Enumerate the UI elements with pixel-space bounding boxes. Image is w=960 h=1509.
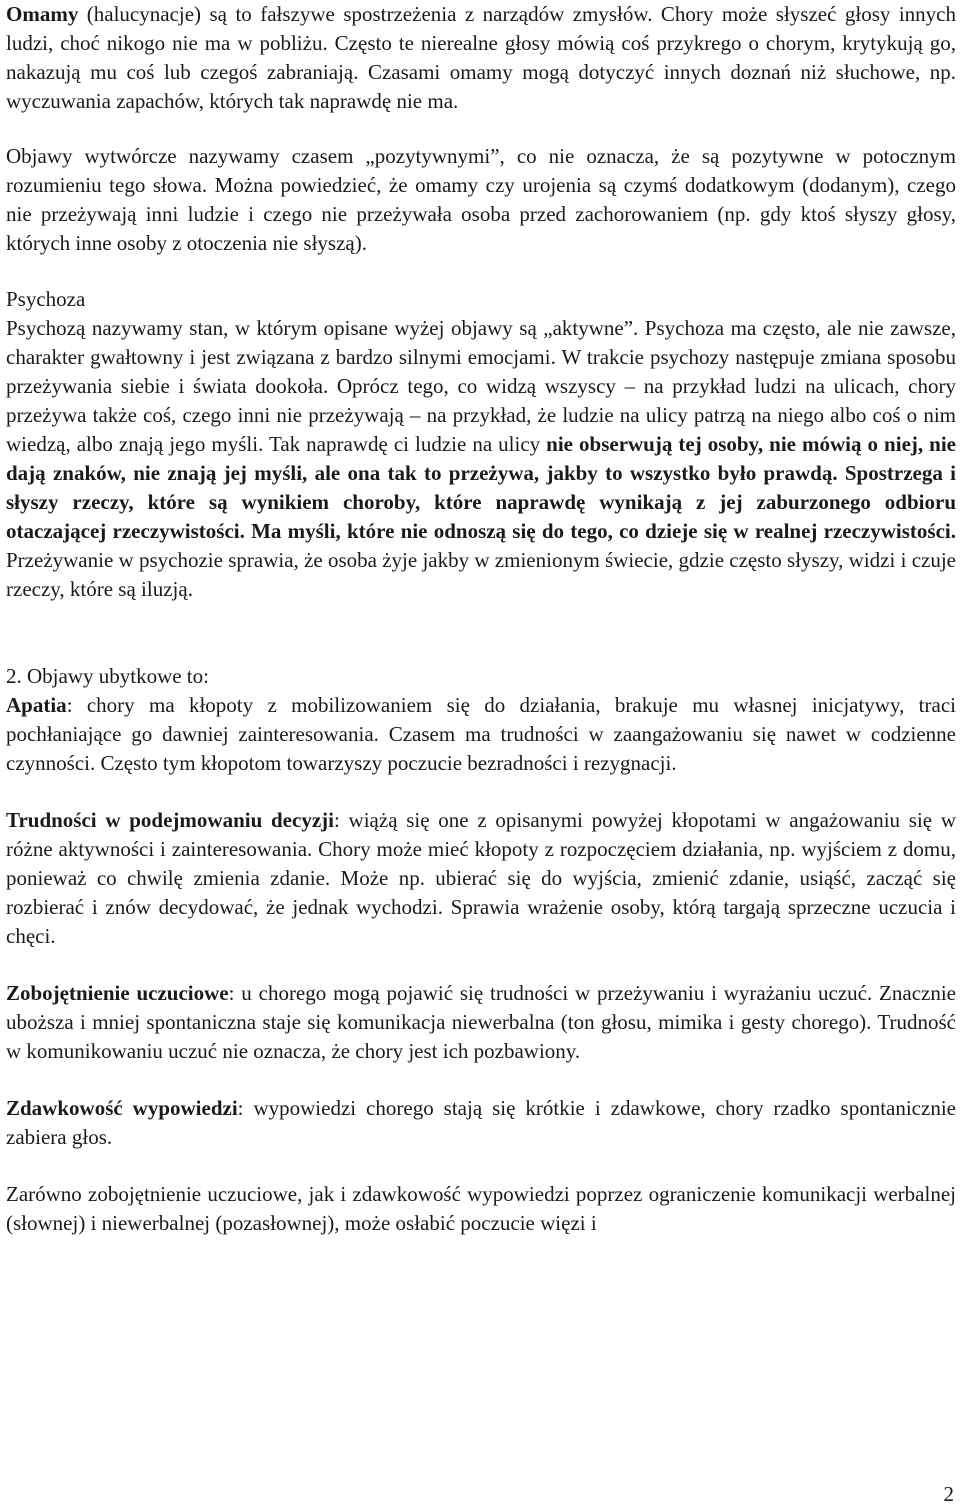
bold-text-run: Zdawkowość wypowiedzi [6, 1096, 238, 1120]
text-run: Zarówno zobojętnienie uczuciowe, jak i zdawkowość wypowiedzi poprzez ograniczenie komunikacji werbalnej (słownej) i niewerbalnej (pozasłownej), może osłabić poczucie więzi i [6, 1182, 956, 1235]
text-run: : wypowiedzi chorego stają się krótkie i zdawkowe, chory rzadko spontanicznie zabiera głos. [6, 1096, 956, 1149]
paragraph-psychoza [6, 314, 956, 604]
text-run: : chory ma kłopoty z mobilizowaniem się do działania, brakuje mu własnej inicjatywy, traci pochłaniające go dawniej zainteresowania. Czasem ma trudności w zaangażowaniu się nawet w codzienne czynności. Często tym kłopotom towarzyszy poczucie bezradności i rezygnacji. [6, 693, 956, 775]
section-heading-psychoza: Psychoza [6, 287, 86, 311]
text-run: Psychozą nazywamy stan, w którym opisane wyżej objawy są „aktywne”. Psychoza ma często, ale nie zawsze, charakter gwałtowny i jest związana z bardzo silnymi emocjami. W trakcie psychozy następuje zmiana sposobu przeżywania siebie i świata dookoła. Oprócz tego, co widzą wszyscy – na przykład ludzi na ulicach, chory przeżywa także coś, czego inni nie przeżywają – na przykład, że ludzie na ulicy patrzą na niego albo coś o nim wiedzą, albo znają jego myśli. Tak naprawdę ci ludzie na ulicy [6, 316, 956, 456]
text-run: (halucynacje) są to fałszywe spostrzeżenia z narządów zmysłów. Chory może słyszeć głosy innych ludzi, choć nikogo nie ma w pobliżu. Często te nierealne głosy mówią coś przykrego o chorym, krytykują go, nakazują mu coś lub czegoś zabraniają. Czasami omamy mogą dotyczyć innych doznań niż słuchowe, np. wyczuwania zapachów, których tak naprawdę nie ma. [6, 2, 956, 113]
paragraph-apatia [6, 691, 956, 778]
text-run: : u chorego mogą pojawić się trudności w przeżywaniu i wyrażaniu uczuć. Znacznie uboższa i mniej spontaniczna staje się komunikacja niewerbalna (ton głosu, mimika i gesty chorego). Trudność w komunikowaniu uczuć nie oznacza, że chory jest ich pozbawiony. [6, 981, 956, 1063]
bold-text-run: Apatia [6, 693, 67, 717]
paragraph-zdawkowosc [6, 1094, 956, 1152]
paragraph-omamy [6, 0, 956, 116]
bold-text-run: Zobojętnienie uczuciowe [6, 981, 229, 1005]
bold-text-run: nie obserwują tej osoby, nie mówią o niej, nie dają znaków, nie znają jej myśli, ale ona tak to przeżywa, jakby to wszystko było prawdą. Spostrzega i słyszy rzeczy, które są wynikiem choroby, które naprawdę wynikają z jej zaburzonego odbioru otaczającej rzeczywistości. Ma myśli, które nie odnoszą się do tego, co dzieje się w realnej rzeczywistości. [6, 432, 956, 543]
page-number: 2 [943, 1482, 954, 1506]
text-run: Objawy wytwórcze nazywamy czasem „pozytywnymi”, co nie oznacza, że są pozytywne w potocznym rozumieniu tego słowa. Można powiedzieć, że omamy czy urojenia są czymś dodatkowym (dodanym), czego nie przeżywają inni ludzie i czego nie przeżywała osoba przed zachorowaniem (np. gdy ktoś słyszy głosy, których inne osoby z otoczenia nie słyszą). [6, 144, 956, 255]
text-run: Przeżywanie w psychozie sprawia, że osoba żyje jakby w zmienionym świecie, gdzie często słyszy, widzi i czuje rzeczy, które są iluzją. [6, 548, 956, 601]
list-heading-objawy-ubytkowe: 2. Objawy ubytkowe to: [6, 664, 209, 688]
paragraph-zarowno [6, 1180, 956, 1238]
paragraph-trudnosci-decyzji [6, 806, 956, 951]
text-run: : wiążą się one z opisanymi powyżej kłopotami w angażowaniu się w różne aktywności i zainteresowania. Chory może mieć kłopoty z rozpoczęciem działania, np. wyjściem z domu, ponieważ co chwilę zmienia zdanie. Może np. ubierać się do wyjścia, zmienić zdanie, usiąść, zacząć się rozbierać i znów decydować, że jednak wychodzi. Sprawia wrażenie osoby, którą targają sprzeczne uczucia i chęci. [6, 808, 956, 948]
bold-text-run: Omamy [6, 2, 79, 26]
paragraph-zobojetnienie [6, 979, 956, 1066]
document-page [6, 0, 956, 1238]
paragraph-objawy-wytworcze [6, 142, 956, 258]
bold-text-run: Trudności w podejmowaniu decyzji [6, 808, 334, 832]
